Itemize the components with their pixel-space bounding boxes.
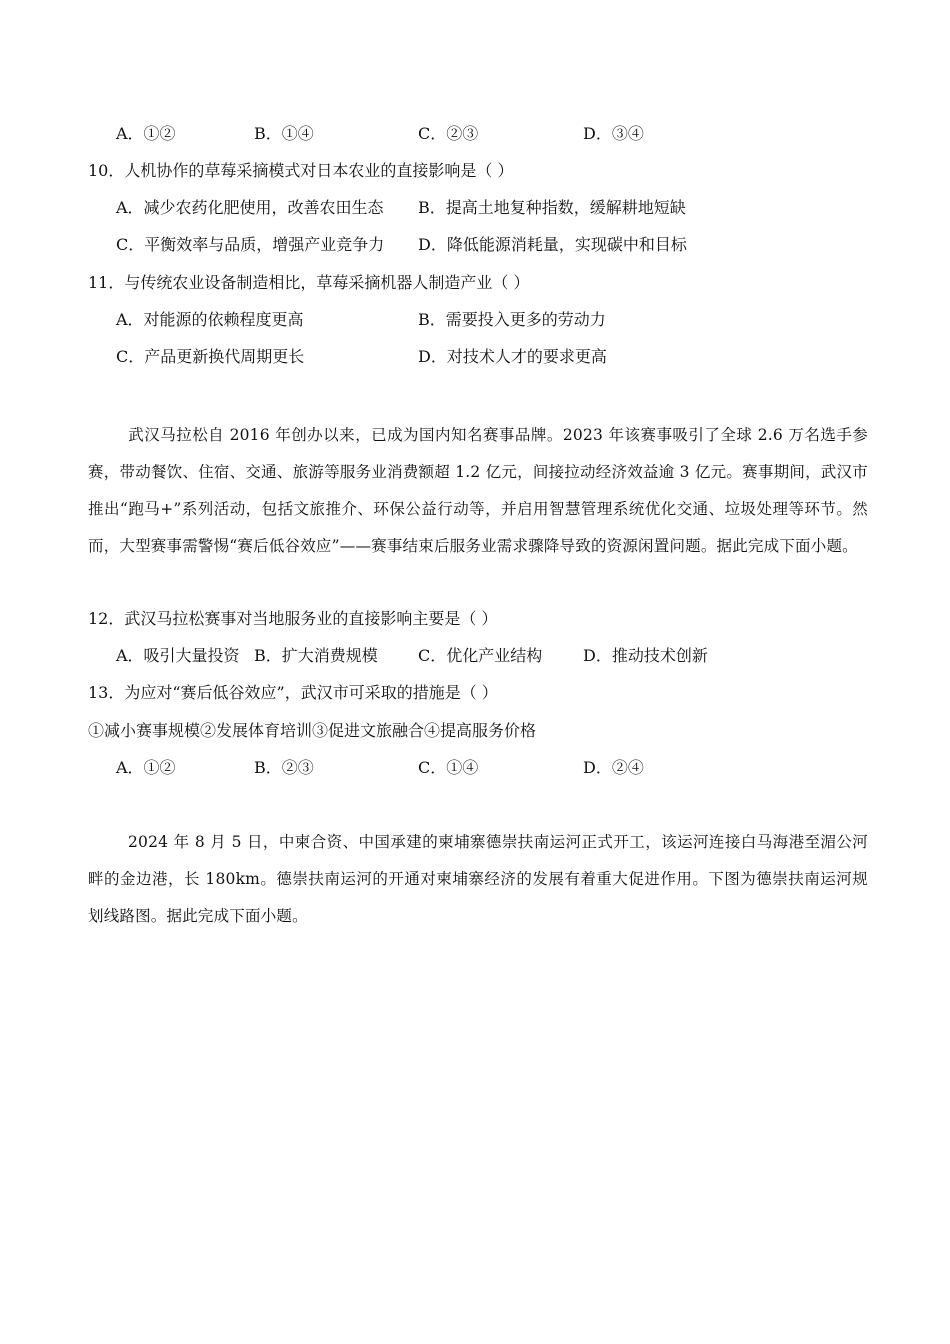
q13-option-b: B．②③	[254, 758, 314, 777]
passage-marathon	[88, 417, 868, 565]
q9-option-b: B．①④	[254, 124, 314, 143]
q10-option-c: C．平衡效率与品质，增强产业竞争力	[116, 235, 385, 254]
q13-items: ①减小赛事规模②发展体育培训③促进文旅融合④提高服务价格	[88, 721, 537, 740]
q10-option-a: A．减少农药化肥使用，改善农田生态	[116, 198, 384, 217]
q13-option-d: D．②④	[583, 758, 644, 777]
q13-option-a: A．①②	[116, 758, 176, 777]
q9-option-a: A．①②	[116, 124, 176, 143]
passage-canal-text: 2024 年 8 月 5 日，中柬合资、中国承建的柬埔寨德崇扶南运河正式开工，该运河连接白马海港至湄公河畔的金边港，长 180km。德崇扶南运河的开通对柬埔寨经济的发展有着重大促进作用。下图为德崇扶南运河规划线路图。据此完成下面小题。	[88, 833, 868, 925]
q11-option-d: D．对技术人才的要求更高	[418, 347, 607, 366]
q11-stem: 11．与传统农业设备制造相比，草莓采摘机器人制造产业（ ）	[88, 273, 530, 292]
q10-option-d: D．降低能源消耗量，实现碳中和目标	[418, 235, 687, 254]
q9-option-d: D．③④	[583, 124, 644, 143]
q12-option-d: D．推动技术创新	[583, 646, 708, 665]
passage-marathon-text: 武汉马拉松自 2016 年创办以来，已成为国内知名赛事品牌。2023 年该赛事吸引了全球 2.6 万名选手参赛，带动餐饮、住宿、交通、旅游等服务业消费额超 1.2 亿元，间接拉动经济效益逾 3 亿元。赛事期间，武汉市推出“跑马+”系列活动，包括文旅推介、环保公益行动等，并启用智慧管理系统优化交通、垃圾处理等环节。然而，大型赛事需警惕“赛后低谷效应”——赛事结束后服务业需求骤降导致的资源闲置问题。据此完成下面小题。	[88, 426, 868, 555]
q12-stem: 12．武汉马拉松赛事对当地服务业的直接影响主要是（ ）	[88, 609, 498, 628]
q9-option-c: C．②③	[418, 124, 479, 143]
q12-option-b: B．扩大消费规模	[254, 646, 378, 665]
q13-stem: 13．为应对“赛后低谷效应”，武汉市可采取的措施是（ ）	[88, 683, 498, 702]
q10-option-b: B．提高土地复种指数，缓解耕地短缺	[418, 198, 686, 217]
q11-option-c: C．产品更新换代周期更长	[116, 347, 305, 366]
q11-option-b: B．需要投入更多的劳动力	[418, 310, 606, 329]
q10-stem: 10．人机协作的草莓采摘模式对日本农业的直接影响是（ ）	[88, 161, 514, 180]
q12-option-c: C．优化产业结构	[418, 646, 543, 665]
passage-canal	[88, 824, 868, 935]
q12-option-a: A．吸引大量投资	[116, 646, 240, 665]
q11-option-a: A．对能源的依赖程度更高	[116, 310, 304, 329]
q13-option-c: C．①④	[418, 758, 479, 777]
